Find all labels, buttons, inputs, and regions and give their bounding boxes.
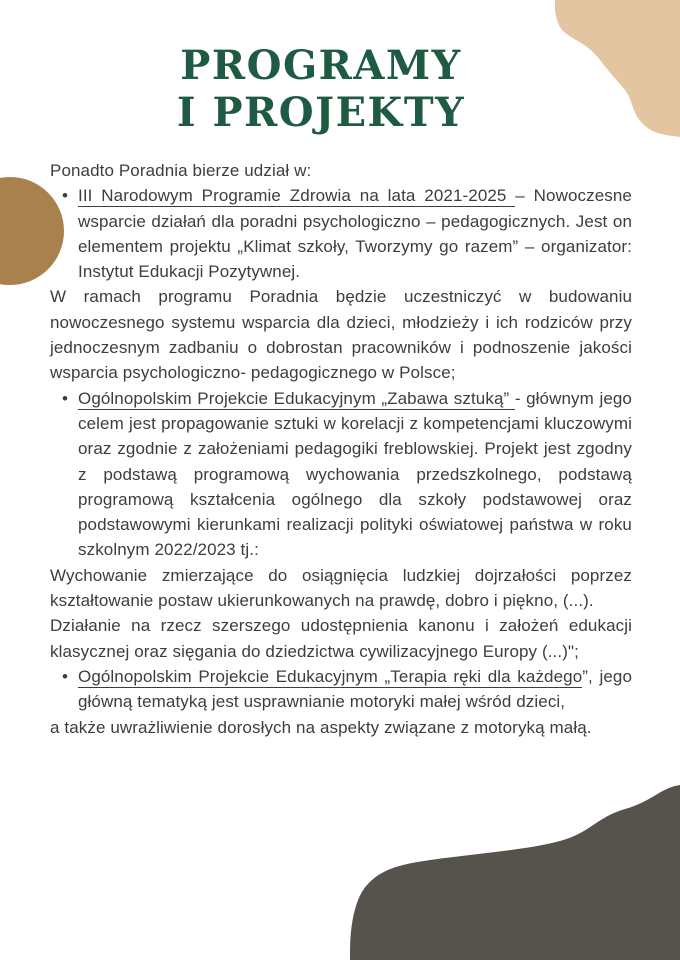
body-text bbox=[50, 158, 632, 740]
bullet-description: – Nowoczesne wsparcie działań dla poradni psychologiczno – pedagogicznych. Jest on elementem projektu „Klimat szkoły, Tworzymy go razem” – organizator: Instytut Edukacji Pozytywnej. bbox=[78, 186, 632, 282]
decorative-blob-bottom-right bbox=[345, 783, 680, 960]
bullet-icon: • bbox=[62, 388, 69, 408]
program-name-underlined: Ogólnopolskim Projekcie Edukacyjnym „Zabawa sztuką” bbox=[78, 388, 515, 408]
page-title-line2: I PROJEKTY bbox=[176, 89, 466, 136]
bullet-icon: • bbox=[62, 666, 69, 686]
paragraph-wychowanie: Wychowanie zmierzające do osiągnięcia ludzkiej dojrzałości poprzez kształtowanie postaw ukierunkowanych na prawdę, dobro i piękno, (...). bbox=[50, 565, 632, 611]
paragraph-dzialanie: Działanie na rzecz szerszego udostępnienia kanonu i założeń edukacji klasycznej oraz sięgania do dziedzictwa cywilizacyjnego Europy (...)"; bbox=[50, 616, 632, 661]
page-title-line1: PROGRAMY bbox=[180, 42, 462, 89]
intro-paragraph: Ponadto Poradnia bierze udział w: bbox=[50, 161, 312, 180]
program-name-underlined: Ogólnopolskim Projekcie Edukacyjnym „Terapia ręki dla każdego bbox=[78, 666, 583, 686]
page-title bbox=[0, 42, 642, 136]
paragraph-final: a także uwrażliwienie dorosłych na aspekty związane z motoryką małą. bbox=[50, 717, 592, 737]
bullet-item-terapia-reki bbox=[50, 664, 632, 715]
bullet-description: ”, jego główną tematyką jest usprawnianie motoryki małej wśród dzieci, bbox=[78, 666, 632, 712]
bullet-icon: • bbox=[62, 186, 69, 206]
bullet-item-zabawa-sztuka bbox=[50, 386, 632, 563]
program-name-underlined: III Narodowym Programie Zdrowia na lata 2021-2025 bbox=[78, 186, 516, 206]
bullet-description: - głównym jego celem jest propagowanie sztuki w korelacji z kompetencjami kluczowymi oraz zgodnie z założeniami pedagogiki freblowskiej. Projekt jest zgodny z podstawą programową wychowania przedszkolnego, podstawą programową kształcenia ogólnego dla szkoły podstawowej oraz podstawowymi kierunkami realizacji polityki oświatowej państwa w roku szkolnym 2022/2023 tj.: bbox=[78, 388, 632, 560]
bullet-item-narodowy-program-zdrowia bbox=[50, 183, 632, 284]
paragraph-w-ramach-programu: W ramach programu Poradnia będzie uczestniczyć w budowaniu nowoczesnego systemu wsparcia dla dzieci, młodzieży i ich rodziców przy jednoczesnym zadbaniu o dobrostan pracowników i podnoszenie jakości wsparcia psychologiczno- pedagogicznego w Polsce; bbox=[50, 287, 632, 383]
